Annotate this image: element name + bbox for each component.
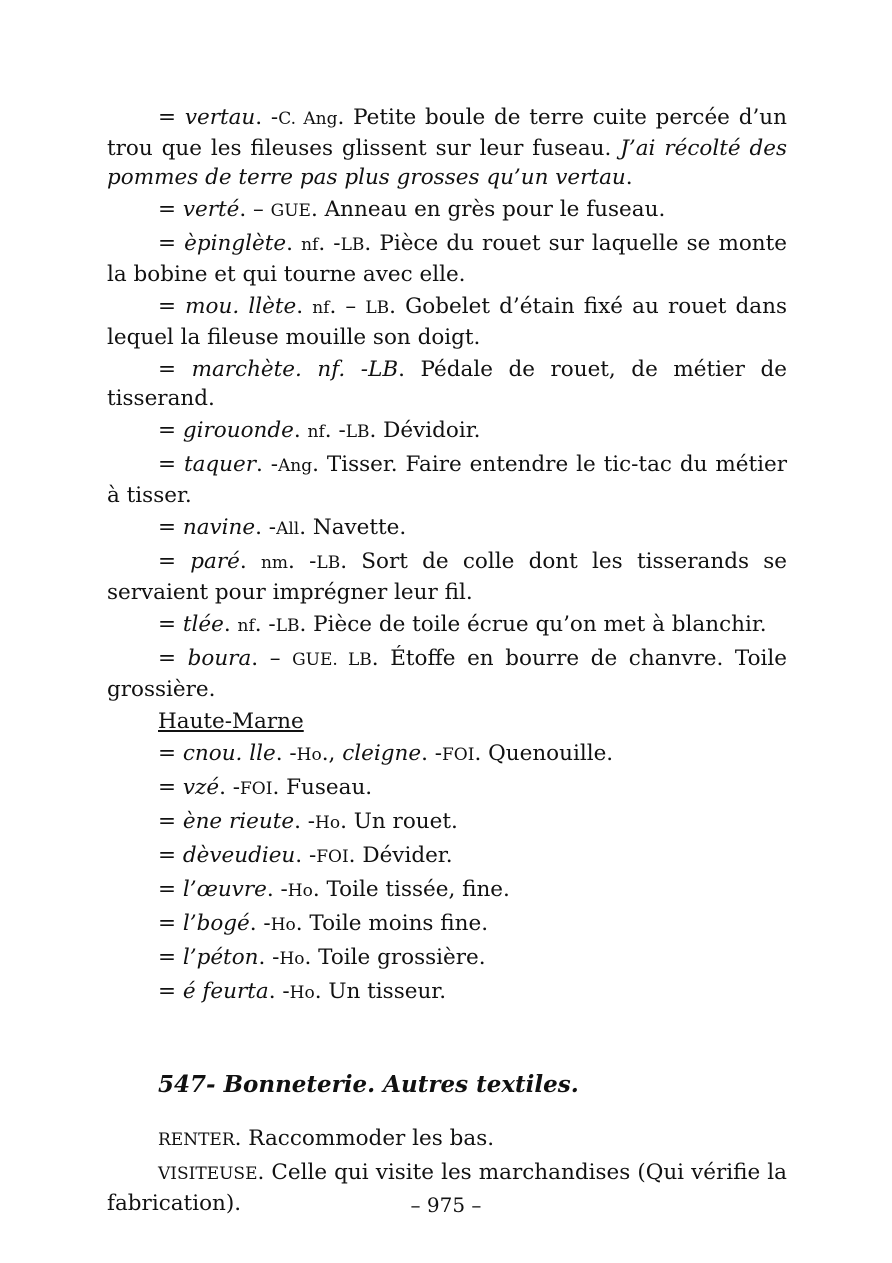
dictionary-entry: = girouonde. nf. -LB. Dévidoir. bbox=[158, 418, 481, 443]
entry-list bbox=[107, 103, 787, 704]
dictionary-entry: = vzé. -FOI. Fuseau. bbox=[158, 775, 373, 800]
dictionary-entry: = é feurta. -Ho. Un tisseur. bbox=[158, 979, 447, 1004]
region-entry-list bbox=[107, 739, 787, 1008]
dictionary-entry: = cnou. lle. -Ho., cleigne. -FOI. Quenouille. bbox=[158, 741, 614, 766]
dictionary-entry: = mou. llète. nf. – LB. Gobelet d’étain fixé au rouet dans lequel la fileuse mouille son doigt. bbox=[107, 294, 788, 350]
dictionary-entry: = èpinglète. nf. -LB. Pièce du rouet sur laquelle se monte la bobine et qui tourne avec elle. bbox=[107, 231, 788, 287]
dictionary-entry: = paré. nm. -LB. Sort de colle dont les tisserands se servaient pour imprégner leur fil. bbox=[107, 549, 787, 605]
dictionary-entry: = navine. -All. Navette. bbox=[158, 515, 407, 540]
dictionary-entry: = verté. – GUE. Anneau en grès pour le fuseau. bbox=[158, 197, 666, 222]
dictionary-entry: = dèveudieu. -FOI. Dévider. bbox=[158, 843, 453, 868]
section-title: 547- Bonneterie. Autres textiles. bbox=[158, 1071, 579, 1098]
page-number: – 975 – bbox=[410, 1193, 482, 1217]
dictionary-entry: RENTER. Raccommoder les bas. bbox=[158, 1126, 495, 1151]
dictionary-entry: = l’bogé. -Ho. Toile moins fine. bbox=[158, 911, 489, 936]
dictionary-entry: = l’péton. -Ho. Toile grossière. bbox=[158, 945, 486, 970]
dictionary-entry: = marchète. nf. -LB. Pédale de rouet, de métier de tisserand. bbox=[107, 357, 787, 411]
dictionary-entry: = tlée. nf. -LB. Pièce de toile écrue qu’on met à blanchir. bbox=[158, 612, 767, 637]
dictionary-entry: = ène rieute. -Ho. Un rouet. bbox=[158, 809, 458, 834]
dictionary-entry: = l’œuvre. -Ho. Toile tissée, fine. bbox=[158, 877, 510, 902]
region-heading: Haute-Marne bbox=[158, 709, 304, 734]
dictionary-entry: = vertau. -C. Ang. Petite boule de terre cuite percée d’un trou que les fileuses glissent sur leur fuseau. J’ai récolté des pommes de terre pas plus grosses qu’un vertau. bbox=[107, 105, 787, 190]
dictionary-entry: VISITEUSE. Celle qui visite les marchandises (Qui vérifie la fabrication). bbox=[107, 1160, 787, 1216]
page-body bbox=[107, 103, 787, 1221]
dictionary-entry: = boura. – GUE. LB. Étoffe en bourre de chanvre. Toile grossière. bbox=[107, 646, 788, 702]
dictionary-entry: = taquer. -Ang. Tisser. Faire entendre le tic-tac du métier à tisser. bbox=[107, 452, 787, 508]
